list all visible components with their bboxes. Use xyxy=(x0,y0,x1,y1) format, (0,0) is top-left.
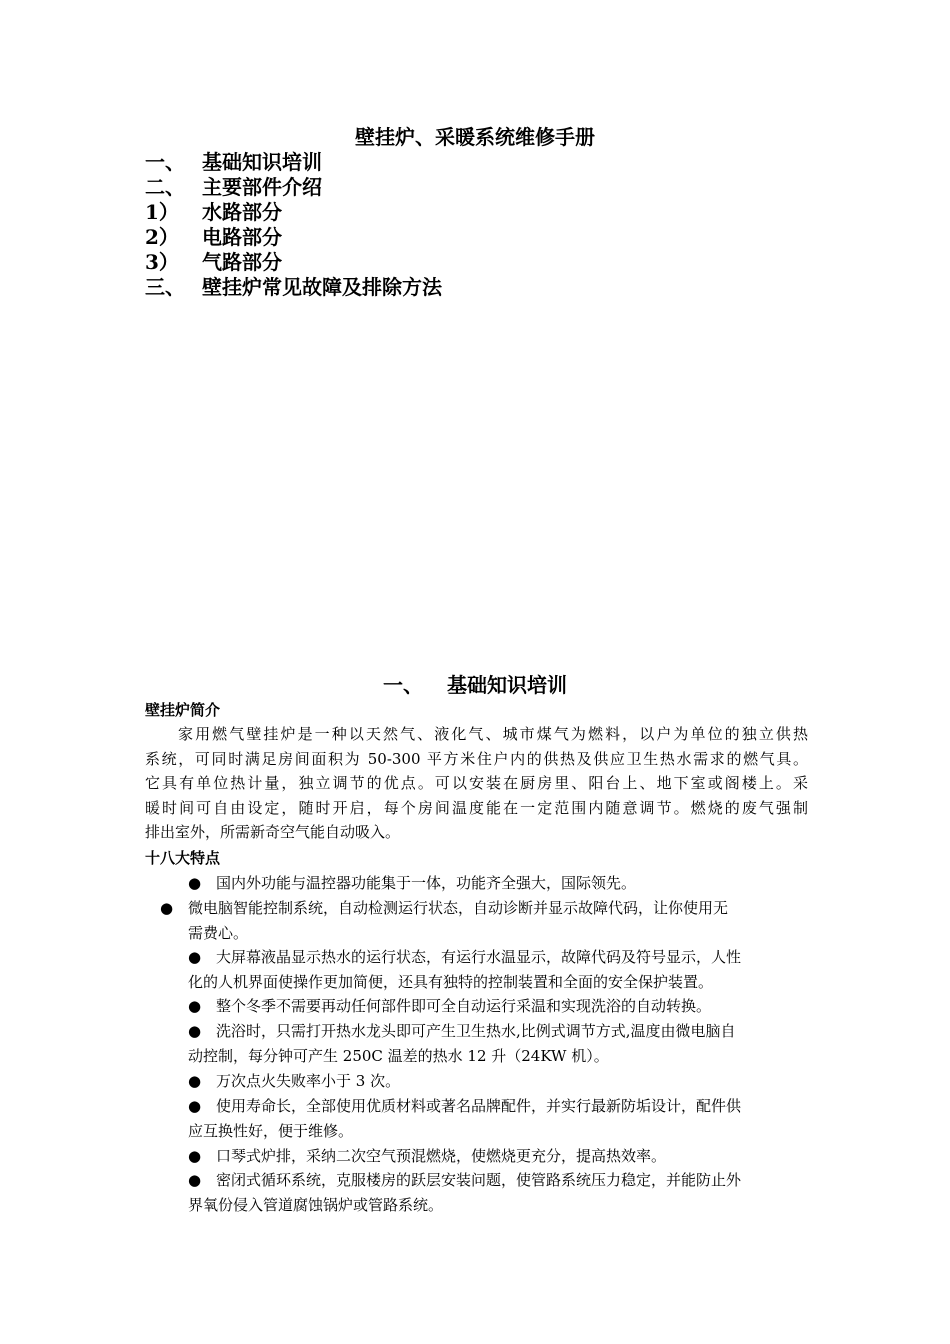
feature-item xyxy=(188,871,636,896)
feature-text: 微电脑智能控制系统，自动检测运行状态，自动诊断并显示故障代码，让你使用无 xyxy=(188,899,729,917)
bullet-icon: ● xyxy=(188,1171,202,1189)
paragraph-line: 暖时间可自由设定，随时开启，每个房间温度能在一定范围内随意调节。燃烧的废气强制 xyxy=(145,798,808,817)
feature-text: 应互换性好，便于维修。 xyxy=(188,1121,354,1140)
toc-item-number: 三、 xyxy=(145,275,185,299)
feature-text: 万次点火失败率小于 3 次。 xyxy=(216,1072,401,1090)
feature-text: 整个冬季不需要再动任何部件即可全自动运行采温和实现洗浴的自动转换。 xyxy=(216,997,712,1015)
section-title: 基础知识培训 xyxy=(447,673,567,697)
bullet-icon: ● xyxy=(188,948,202,966)
toc-item xyxy=(145,175,442,200)
toc-item-number: 1） xyxy=(145,200,179,224)
toc-item xyxy=(145,150,442,175)
toc-item-text: 气路部分 xyxy=(202,250,282,274)
section-heading xyxy=(0,672,950,698)
feature-item xyxy=(188,1144,666,1169)
paragraph-line: 排出室外，所需新奇空气能自动吸入。 xyxy=(145,823,401,841)
paragraph-line: 它具有单位热计量，独立调节的优点。可以安装在厨房里、阳台上、地下室或阁楼上。采 xyxy=(145,774,808,792)
bullet-icon: ● xyxy=(188,997,202,1015)
feature-item xyxy=(188,945,741,994)
bullet-icon: ● xyxy=(188,1097,202,1115)
toc-item xyxy=(145,225,442,250)
document-title: 壁挂炉、采暖系统维修手册 xyxy=(355,125,595,149)
intro-paragraph xyxy=(145,722,808,845)
toc-item xyxy=(145,275,442,300)
toc-item xyxy=(145,200,442,225)
feature-text: 密闭式循环系统，克服楼房的跃层安装问题，使管路系统压力稳定，并能防止外 xyxy=(216,1171,742,1189)
feature-item xyxy=(188,1069,400,1094)
toc-item-text: 电路部分 xyxy=(202,225,282,249)
feature-text: 需费心。 xyxy=(188,923,249,942)
toc-item-number: 二、 xyxy=(145,175,185,199)
intro-heading: 壁挂炉简介 xyxy=(145,701,221,719)
feature-text: 口琴式炉排，采纳二次空气预混燃烧，使燃烧更充分，提高热效率。 xyxy=(216,1147,667,1165)
toc-item-text: 壁挂炉常见故障及排除方法 xyxy=(202,275,442,299)
toc-item-number: 一、 xyxy=(145,150,185,174)
bullet-icon: ● xyxy=(160,899,174,917)
feature-text: 界氧份侵入管道腐蚀锅炉或管路系统。 xyxy=(188,1195,444,1214)
bullet-icon: ● xyxy=(188,1022,202,1040)
bullet-icon: ● xyxy=(188,1072,202,1090)
feature-item xyxy=(188,994,711,1019)
feature-text: 动控制，每分钟可产生 250C 温差的热水 12 升（24KW 机）。 xyxy=(188,1046,609,1065)
paragraph-line: 家用燃气壁挂炉是一种以天然气、液化气、城市煤气为燃料，以户为单位的独立供热 xyxy=(178,725,808,743)
feature-text: 国内外功能与温控器功能集于一体，功能齐全强大，国际领先。 xyxy=(216,874,637,892)
features-heading: 十八大特点 xyxy=(145,849,221,867)
feature-text: 使用寿命长，全部使用优质材料或著名品牌配件，并实行最新防垢设计，配件供 xyxy=(216,1097,742,1115)
bullet-icon: ● xyxy=(188,1147,202,1165)
feature-text: 洗浴时，只需打开热水龙头即可产生卫生热水,比例式调节方式,温度由微电脑自 xyxy=(216,1022,736,1040)
table-of-contents xyxy=(145,150,442,300)
toc-item-number: 2） xyxy=(145,225,179,249)
feature-text: 化的人机界面使操作更加简便，还具有独特的控制装置和全面的安全保护装置。 xyxy=(188,972,714,991)
paragraph-line: 系统，可同时满足房间面积为 50-300 平方米住户内的供热及供应卫生热水需求的燃气具。 xyxy=(145,749,808,768)
feature-text: 大屏幕液晶显示热水的运行状态，有运行水温显示，故障代码及符号显示，人性 xyxy=(216,948,742,966)
toc-item-text: 主要部件介绍 xyxy=(202,175,322,199)
section-number: 一、 xyxy=(383,673,423,697)
toc-item-text: 水路部分 xyxy=(202,200,282,224)
toc-item-text: 基础知识培训 xyxy=(202,150,322,174)
feature-item xyxy=(188,1168,741,1217)
toc-item xyxy=(145,250,442,275)
toc-item-number: 3） xyxy=(145,250,179,274)
feature-item xyxy=(188,1019,736,1068)
bullet-icon: ● xyxy=(188,874,202,892)
feature-item xyxy=(188,1094,741,1143)
feature-item xyxy=(160,896,728,945)
